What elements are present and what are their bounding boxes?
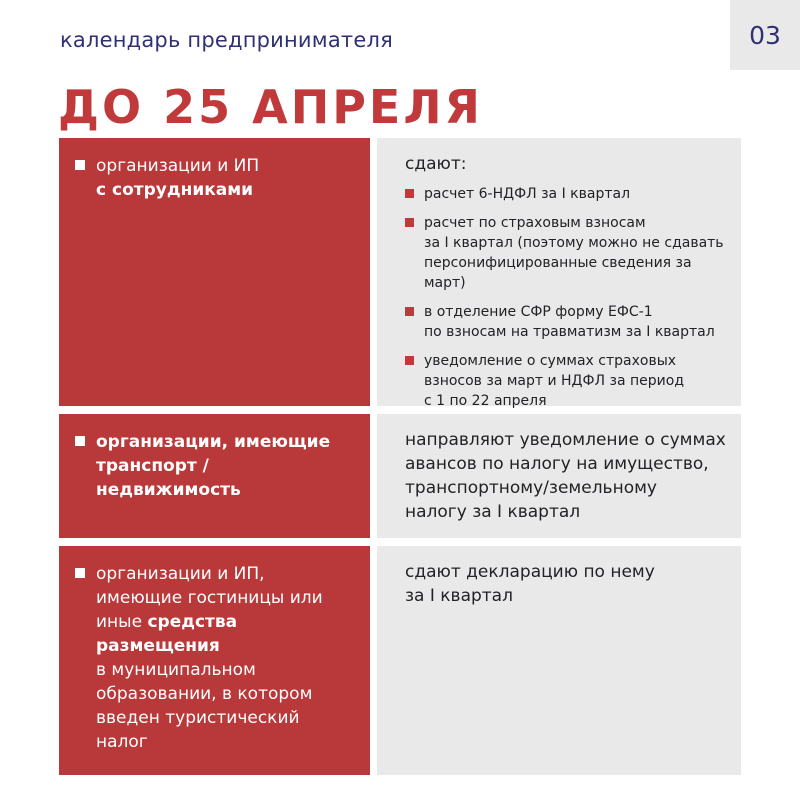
row1-left-normal: организации и ИП: [96, 156, 260, 176]
row2-left-cell: [59, 414, 370, 538]
row2-left-bold: организации, имеющие транспорт / недвижимость: [96, 432, 331, 500]
row3-right-text: сдают декларацию по нему за I квартал: [405, 562, 655, 606]
row1-left-text: [96, 154, 259, 406]
square-bullet-icon: [75, 568, 85, 578]
row1-bullet-list: [405, 184, 731, 411]
header-title: календарь предпринимателя: [60, 28, 393, 52]
square-bullet-icon: [405, 189, 414, 198]
square-bullet-icon: [75, 436, 85, 446]
main-title: ДО 25 АПРЕЛЯ: [58, 80, 483, 134]
row3-left-part2: в муниципальном образовании, в котором введен туристический налог: [96, 660, 313, 752]
list-item: [405, 213, 731, 293]
row3-left-text: [96, 562, 323, 775]
row3-left-cell: [59, 546, 370, 775]
page-number: 03: [749, 20, 781, 50]
row2-right-text: направляют уведомление о суммах авансов по налогу на имущество, транспортному/земельному налогу за I квартал: [405, 430, 726, 522]
row1-right-lead: сдают:: [405, 154, 467, 174]
square-bullet-icon: [405, 218, 414, 227]
row3-left-bold: средства размещения: [96, 612, 238, 656]
list-item: [405, 184, 731, 204]
square-bullet-icon: [75, 160, 85, 170]
list-item-text: уведомление о суммах страховых взносов за март и НДФЛ за период с 1 по 22 апреля: [424, 353, 684, 409]
list-item: [405, 302, 731, 342]
row1-left-cell: [59, 138, 370, 406]
row2-right-cell: [377, 414, 741, 538]
row3-left-part1: организации и ИП, имеющие гостиницы или иные: [96, 564, 323, 632]
page-number-badge: [730, 0, 800, 70]
row1-left-bold: с сотрудниками: [96, 180, 254, 200]
list-item-text: в отделение СФР форму ЕФС-1 по взносам на травматизм за I квартал: [424, 304, 715, 340]
row2-left-text: [96, 430, 330, 538]
list-item-text: расчет 6-НДФЛ за I квартал: [424, 186, 631, 202]
list-item-text: расчет по страховым взносам за I квартал (поэтому можно не сдавать персонифицированные сведения за март): [424, 215, 724, 291]
square-bullet-icon: [405, 356, 414, 365]
square-bullet-icon: [405, 307, 414, 316]
row3-right-cell: [377, 546, 741, 775]
row1-right-cell: [377, 138, 741, 409]
list-item: [405, 351, 731, 411]
